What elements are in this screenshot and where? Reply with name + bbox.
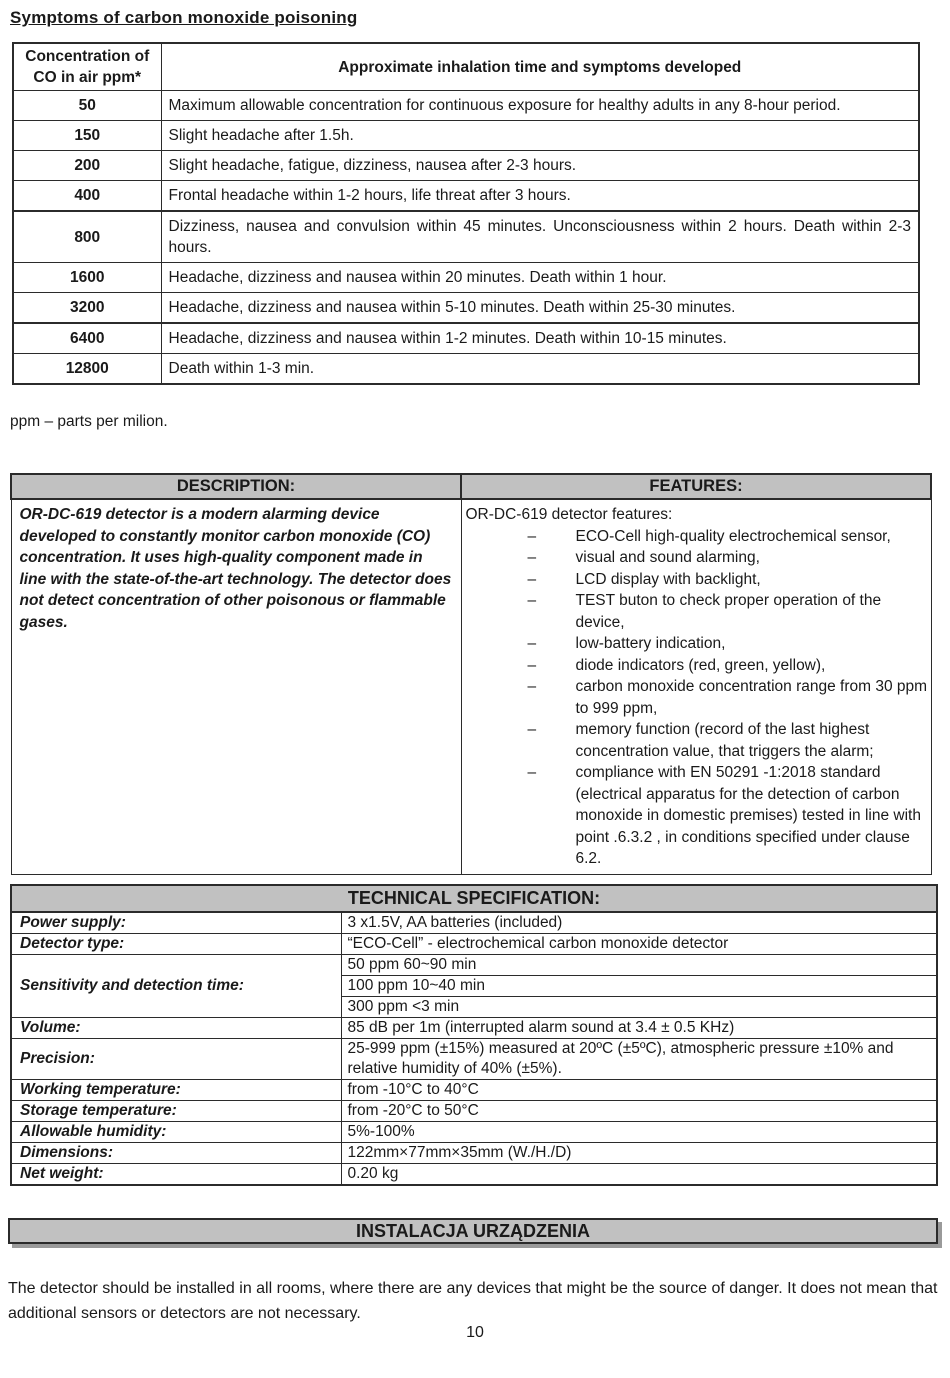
spec-row [11,934,937,955]
spec-label: Volume: [11,1018,341,1039]
symptoms-cell: Slight headache after 1.5h. [161,121,919,151]
feature-text: visual and sound alarming, [575,549,760,566]
ppm-value-cell: 50 [13,91,161,121]
description-features-header-row [11,474,931,499]
ppm-value-cell: 800 [13,211,161,263]
dash-marker: – [527,764,537,781]
spec-value: 25-999 ppm (±15%) measured at 20ºC (±5ºC), atmospheric pressure ±10% and relative humidity of 40% (±5%). [341,1039,937,1080]
spec-row [11,1101,937,1122]
spec-value: 100 ppm 10~40 min [341,976,937,997]
list-item [466,590,929,633]
feature-text: carbon monoxide concentration range from 30 ppm to 999 ppm, [575,678,928,717]
dash-marker: – [527,527,537,545]
symptoms-cell: Dizziness, nausea and convulsion within 45 minutes. Unconsciousness within 2 hours. Death within 2-3 hours. [161,211,919,263]
spec-value: 0.20 kg [341,1164,937,1186]
spec-row [11,1039,937,1080]
spec-row [11,1143,937,1164]
symptoms-table-header-row [13,43,919,91]
spec-value: 3 x1.5V, AA batteries (included) [341,912,937,934]
table-row [13,211,919,263]
dash-marker: – [527,656,537,674]
list-item [466,547,929,569]
symptoms-cell: Slight headache, fatigue, dizziness, nausea after 2-3 hours. [161,151,919,181]
description-features-body-row [11,499,931,874]
ppm-value-cell: 400 [13,181,161,212]
list-item [466,676,929,719]
ppm-value-cell: 150 [13,121,161,151]
ppm-value-cell: 12800 [13,354,161,385]
technical-specification-header-row [11,885,937,912]
table-row [13,293,919,324]
spec-row [11,1018,937,1039]
dash-marker: – [527,592,537,609]
description-text: OR-DC-619 detector is a modern alarming device developed to constantly monitor carbon monoxide (CO) concentration. It uses high-quality component made in line with the state-of-the-art technology. The detector does not detect concentration of other poisonous or flammable gases. [19,506,452,631]
technical-specification-header: TECHNICAL SPECIFICATION: [11,885,937,912]
dash-marker: – [527,635,537,652]
list-item [466,719,929,762]
feature-text: compliance with EN 50291 -1:2018 standard (electrical apparatus for the detection of carbon monoxide in domestic premises) tested in line with point .6.3.2 , in conditions specified under clause 6.2. [575,764,921,867]
table-row [13,151,919,181]
feature-text: ECO-Cell high-quality electrochemical sensor, [575,527,891,545]
page-number: 10 [466,1324,484,1341]
list-item [466,633,929,655]
features-header: FEATURES: [461,474,931,499]
installation-section-heading: INSTALACJA URZĄDZENIA [8,1218,938,1244]
ppm-footnote: ppm – parts per milion. [10,413,168,430]
list-item [466,569,929,591]
description-features-table [10,473,932,875]
table-row [13,181,919,212]
features-intro: OR-DC-619 detector features: [465,506,673,523]
installation-paragraph: The detector should be installed in all rooms, where there are any devices that might be the source of danger. It does not mean that additional sensors or detectors are not necessary. [8,1280,938,1322]
table-row [13,323,919,354]
spec-row [11,955,937,976]
spec-label: Dimensions: [11,1143,341,1164]
symptoms-cell: Headache, dizziness and nausea within 1-2 minutes. Death within 10-15 minutes. [161,323,919,354]
symptoms-cell: Death within 1-3 min. [161,354,919,385]
spec-row [11,912,937,934]
ppm-value-cell: 200 [13,151,161,181]
column-header-concentration: Concentration of CO in air ppm* [13,43,161,91]
technical-specification-table [10,884,938,1186]
spec-row [11,1164,937,1186]
spec-value: “ECO-Cell” - electrochemical carbon monoxide detector [341,934,937,955]
feature-text: TEST buton to check proper operation of the device, [575,592,882,631]
description-cell [11,499,461,874]
description-header: DESCRIPTION: [11,474,461,499]
symptoms-cell: Maximum allowable concentration for continuous exposure for healthy adults in any 8-hour period. [161,91,919,121]
spec-value: 300 ppm <3 min [341,997,937,1018]
spec-value: 50 ppm 60~90 min [341,955,937,976]
spec-value: 122mm×77mm×35mm (W./H./D) [341,1143,937,1164]
spec-value: 5%-100% [341,1122,937,1143]
table-row [13,121,919,151]
spec-label: Sensitivity and detection time: [11,955,341,1018]
table-row [13,263,919,293]
list-item [466,655,929,677]
dash-marker: – [527,721,537,738]
feature-text: memory function (record of the last highest concentration value, that triggers the alarm; [575,721,874,760]
ppm-value-cell: 6400 [13,323,161,354]
feature-text: LCD display with backlight, [575,570,761,588]
ppm-value-cell: 3200 [13,293,161,324]
ppm-value-cell: 1600 [13,263,161,293]
spec-label: Detector type: [11,934,341,955]
spec-label: Storage temperature: [11,1101,341,1122]
symptoms-cell: Headache, dizziness and nausea within 5-10 minutes. Death within 25-30 minutes. [161,293,919,324]
symptoms-cell: Frontal headache within 1-2 hours, life threat after 3 hours. [161,181,919,212]
dash-marker: – [527,549,537,566]
feature-text: low-battery indication, [575,635,726,652]
page-title: Symptoms of carbon monoxide poisoning [10,8,358,27]
dash-marker: – [527,570,537,588]
list-item [466,526,929,548]
table-row [13,91,919,121]
spec-label: Working temperature: [11,1080,341,1101]
spec-value: from -10°C to 40°C [341,1080,937,1101]
spec-label: Net weight: [11,1164,341,1186]
features-list [466,526,929,870]
table-row [13,354,919,385]
spec-row [11,1122,937,1143]
column-header-symptoms: Approximate inhalation time and symptoms developed [161,43,919,91]
symptoms-cell: Headache, dizziness and nausea within 20 minutes. Death within 1 hour. [161,263,919,293]
features-cell [461,499,931,874]
dash-marker: – [527,678,537,695]
spec-value: from -20°C to 50°C [341,1101,937,1122]
spec-value: 85 dB per 1m (interrupted alarm sound at 3.4 ± 0.5 KHz) [341,1018,937,1039]
feature-text: diode indicators (red, green, yellow), [575,656,826,674]
spec-row [11,1080,937,1101]
list-item [466,762,929,870]
symptoms-table [12,42,920,385]
spec-label: Allowable humidity: [11,1122,341,1143]
spec-label: Power supply: [11,912,341,934]
spec-label: Precision: [11,1039,341,1080]
